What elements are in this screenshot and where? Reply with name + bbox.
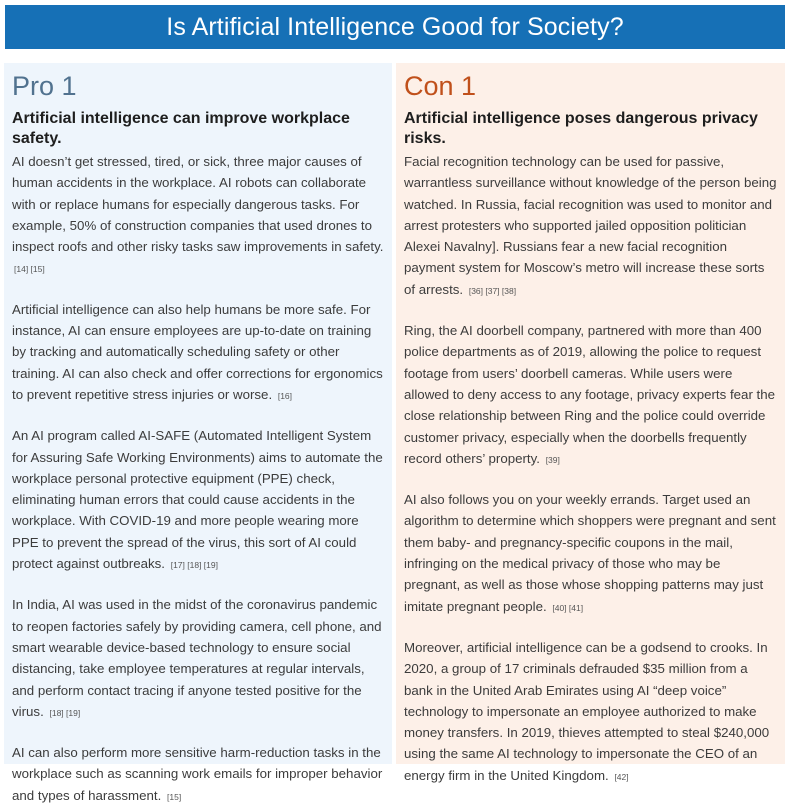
paragraph-text: AI doesn’t get stressed, tired, or sick, three major causes of human accidents in the workplace. AI robots can collaborate with or replace humans for especially dangerous tasks. For example, 50% of construction companies that used drones to inspect roofs and other risky tasks saw improvements in safety. [12, 154, 384, 255]
pro-paragraph [12, 299, 384, 407]
citation[interactable]: [15] [167, 791, 182, 802]
paragraph-text: Facial recognition technology can be used for passive, warrantless surveillance without knowledge of the person being watched. In Russia, facial recognition was used to monitor and arrest protesters who supported jailed opposition politician Alexei Navalny]. Russians fear a new facial recognition payment system for Moscow’s metro will increase these sorts of arrests. [404, 154, 777, 297]
paragraph-text: An AI program called AI-SAFE (Automated Intelligent System for Assuring Safe Working Environments) aims to automate the workplace personal protective equipment (PPE) check, eliminating human errors that could cause accidents in the workplace. With COVID-19 and more people wearing more PPE to prevent the spread of the virus, this sort of AI could protect against outbreaks. [12, 428, 383, 572]
paragraph-text: Ring, the AI doorbell company, partnered with more than 400 police departments as of 2019, allowing the police to request footage from users’ doorbell cameras. While users were allowed to deny access to any footage, privacy experts fear the close relationship between Ring and the police could override customer privacy, especially when the doorbells frequently record others’ property. [404, 323, 776, 466]
paragraph-text: Artificial intelligence can also help humans be more safe. For instance, AI can ensure employees are up-to-date on training by tracking and automatically scheduling safety or other training. AI can also check and offer corrections for ergonomics to prevent repetitive stress injuries or worse. [12, 301, 383, 402]
con-heading: Con 1 [404, 71, 477, 101]
paragraph-text: In India, AI was used in the midst of the coronavirus pandemic to reopen factories safely by providing camera, cell phone, and smart wearable device-based technology to ensure social distancing, take employee temperatures at regular intervals, and perform contact tracing if anyone tested positive for the virus. [12, 597, 382, 719]
pro-heading: Pro 1 [12, 71, 77, 101]
con-paragraph [404, 151, 777, 302]
citation[interactable]: [17] [18] [19] [170, 560, 218, 571]
paragraph-text: AI also follows you on your weekly errands. Target used an algorithm to determine which shoppers were pregnant and sent them baby- and pregnancy-specific coupons in the mail, infringing on the medical privacy of those who may be pregnant, as well as those whose shopping patterns may just imitate pregnant people. [404, 492, 776, 614]
citation[interactable]: [42] [614, 771, 629, 782]
pro-paragraph [12, 594, 384, 724]
con-paragraph [404, 320, 777, 471]
pro-subheading: Artificial intelligence can improve workplace safety. [12, 110, 350, 147]
citation[interactable]: [16] [277, 390, 293, 401]
paragraph-text: AI can also perform more sensitive harm-reduction tasks in the workplace such as scanning work emails for improper behavior and types of harassment. [12, 745, 383, 803]
paragraph-text: Moreover, artificial intelligence can be a godsend to crooks. In 2020, a group of 17 criminals defrauded $35 million from a bank in the United Arab Emirates using AI “deep voice” technology to impersonate an employee authorized to make money transfers. In 2019, thieves attempted to steal $240,000 using the same AI technology to impersonate the CEO of an energy firm in the United Kingdom. [404, 639, 770, 783]
citation[interactable]: [14] [15] [14, 264, 45, 275]
con-paragraph [404, 637, 777, 788]
citation[interactable]: [40] [41] [552, 602, 584, 613]
citation[interactable]: [18] [19] [49, 707, 81, 718]
citation[interactable]: [39] [545, 454, 560, 465]
con-column [396, 63, 785, 783]
pro-paragraph [12, 425, 384, 576]
pro-paragraph [12, 742, 384, 808]
pro-column [4, 63, 392, 803]
citation[interactable]: [36] [37] [38] [468, 285, 517, 296]
pro-paragraph [12, 151, 384, 281]
con-paragraph [404, 489, 777, 619]
page-title-banner [5, 5, 785, 49]
con-subheading: Artificial intelligence poses dangerous privacy risks. [404, 110, 758, 147]
page-title: Is Artificial Intelligence Good for Society? [166, 12, 624, 41]
